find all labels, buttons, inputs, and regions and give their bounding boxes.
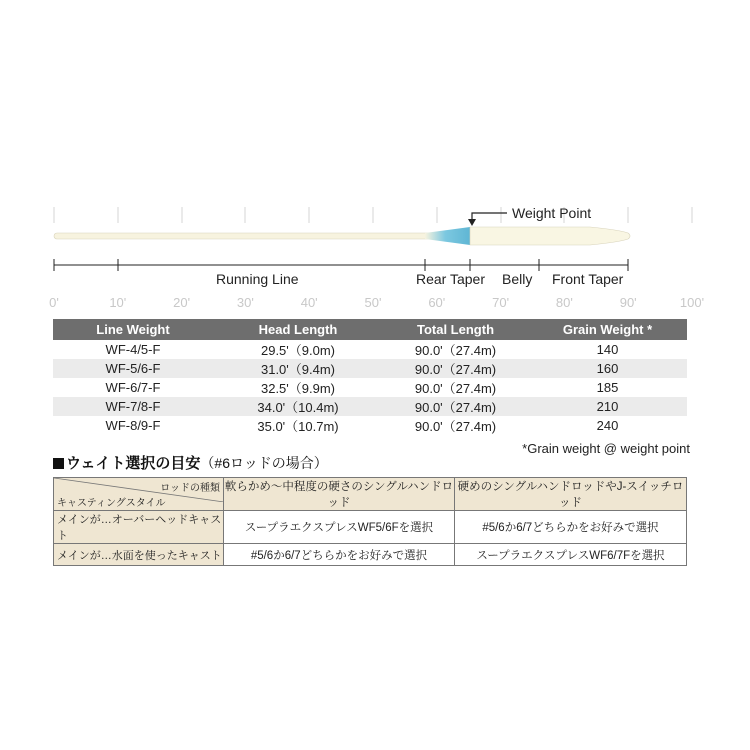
spec-table-header — [53, 319, 687, 340]
scale-tick-label: 80' — [555, 295, 573, 310]
col-head-length: Head Length — [213, 319, 383, 340]
line-spec-table — [53, 319, 687, 435]
cell-total-length: 90.0'（27.4m) — [414, 381, 497, 396]
cell-grain-weight: 185 — [596, 380, 619, 395]
guide-cell: #5/6か6/7どちらかをお好みで選択 — [224, 544, 455, 566]
scale-tick-label: 60' — [428, 295, 446, 310]
weight-guide-table — [53, 477, 687, 566]
cell-line-weight: WF-8/9-F — [105, 418, 161, 433]
square-bullet-icon — [53, 458, 64, 469]
guide-cell: スープラエクスプレスWF6/7Fを選択 — [455, 544, 687, 566]
guide-row-label: メインが…オーバーヘッドキャスト — [54, 511, 224, 544]
guide-heading-title: ウェイト選択の目安 — [66, 455, 201, 472]
col-line-weight: Line Weight — [53, 319, 213, 340]
running-line-segment — [54, 233, 432, 239]
scale-tick-label: 70' — [492, 295, 510, 310]
cell-line-weight: WF-6/7-F — [105, 380, 161, 395]
cell-head-length: 34.0'（10.4m) — [213, 397, 383, 416]
rear-taper-label: Rear Taper — [416, 271, 486, 287]
front-taper-label: Front Taper — [552, 271, 624, 287]
scale-tick-label: 10' — [109, 295, 127, 310]
cell-head-length: 29.5'（9.0m) — [260, 343, 335, 358]
cell-grain-weight: 140 — [596, 342, 619, 357]
cell-line-weight: WF-7/8-F — [53, 397, 213, 416]
col-total-length: Total Length — [383, 319, 528, 340]
scale-tick-label: 50' — [364, 295, 382, 310]
scale-tick-label: 40' — [300, 295, 318, 310]
scale-tick-label: 30' — [236, 295, 254, 310]
table-row — [53, 340, 687, 359]
guide-row — [54, 544, 687, 566]
cell-total-length: 90.0'（27.4m) — [383, 359, 528, 378]
table-row — [53, 378, 687, 397]
guide-col-soft-rod: 軟らかめ〜中程度の硬さのシングルハンドロッド — [224, 478, 455, 511]
scale-tick-label: 0' — [49, 295, 59, 310]
guide-col-stiff-rod: 硬めのシングルハンドロッドやJ-スイッチロッド — [455, 478, 687, 511]
cell-grain-weight: 240 — [596, 418, 619, 433]
corner-rod-type: ロッドの種類 — [160, 483, 220, 494]
cell-head-length: 32.5'（9.9m) — [260, 381, 335, 396]
guide-heading — [53, 452, 328, 473]
cell-line-weight: WF-5/6-F — [53, 359, 213, 378]
scale-tick-label: 20' — [173, 295, 191, 310]
table-row — [53, 416, 687, 435]
grain-weight-footnote: *Grain weight @ weight point — [522, 441, 690, 456]
table-row — [53, 359, 687, 378]
rear-taper-segment — [425, 227, 470, 245]
cell-grain-weight: 210 — [528, 397, 687, 416]
belly-segment — [470, 227, 630, 245]
guide-row-label: メインが…水面を使ったキャスト — [54, 544, 224, 566]
table-row — [53, 397, 687, 416]
guide-row — [54, 511, 687, 544]
cell-total-length: 90.0'（27.4m) — [383, 397, 528, 416]
scale-tick-label: 100' — [679, 295, 705, 310]
cell-total-length: 90.0'（27.4m) — [414, 343, 497, 358]
fly-line-diagram — [0, 195, 750, 315]
scale-tick-label: 90' — [619, 295, 637, 310]
corner-casting-style: キャスティングスタイル — [57, 498, 166, 509]
cell-line-weight: WF-4/5-F — [105, 342, 161, 357]
guide-cell: スープラエクスプレスWF5/6Fを選択 — [224, 511, 455, 544]
cell-total-length: 90.0'（27.4m) — [414, 419, 497, 434]
belly-label: Belly — [502, 271, 533, 287]
guide-corner-cell — [54, 478, 224, 511]
guide-heading-subtitle: （#6ロッドの場合） — [200, 455, 328, 471]
guide-cell: #5/6か6/7どちらかをお好みで選択 — [455, 511, 687, 544]
guide-header-row — [54, 478, 687, 511]
cell-head-length: 35.0'（10.7m) — [257, 419, 339, 434]
scale-gridlines — [54, 207, 692, 223]
weight-point-label: Weight Point — [512, 205, 592, 221]
cell-grain-weight: 160 — [528, 359, 687, 378]
running-line-label: Running Line — [216, 271, 299, 287]
cell-head-length: 31.0'（9.4m) — [213, 359, 383, 378]
col-grain-weight: Grain Weight * — [528, 319, 687, 340]
